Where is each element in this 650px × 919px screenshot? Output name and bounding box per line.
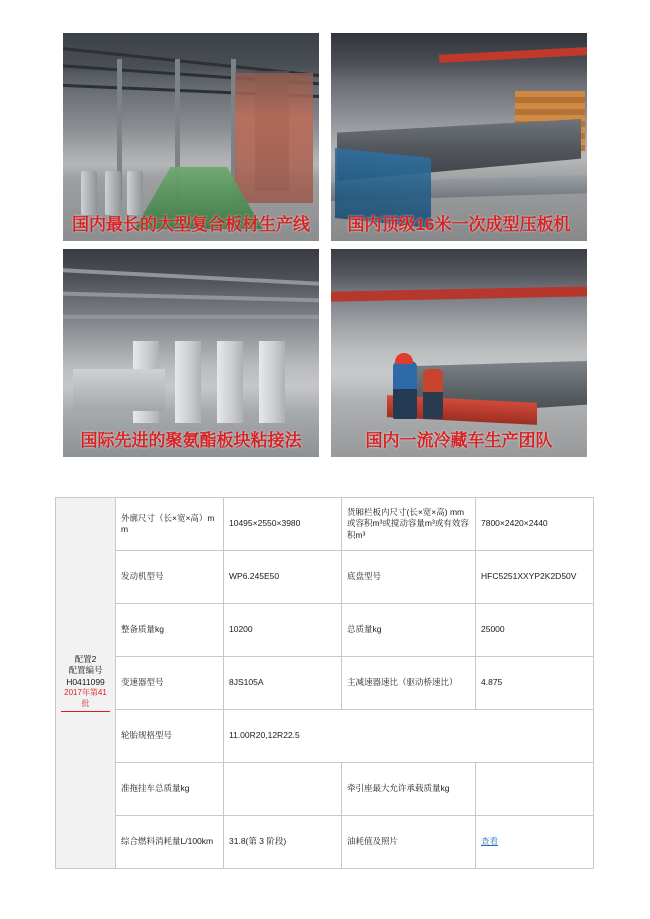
table-row	[56, 763, 594, 816]
spec-key: 发动机型号	[116, 551, 224, 604]
photo-press-machine	[331, 33, 587, 241]
photo-caption: 国内顶级16米一次成型压板机	[347, 215, 571, 235]
table-row	[56, 604, 594, 657]
photo-pu-bonding	[63, 249, 319, 457]
spec-value: HFC5251XXYP2K2D50V	[476, 551, 594, 604]
spec-key: 准拖挂车总质量kg	[116, 763, 224, 816]
ceiling-tube	[63, 268, 319, 286]
photo-caption: 国际先进的聚氨酯板块粘接法	[80, 431, 302, 451]
spec-key: 底盘型号	[342, 551, 476, 604]
safety-helmet	[395, 353, 413, 364]
material-roll	[81, 171, 97, 215]
spec-value: 7800×2420×2440	[476, 498, 594, 551]
config-code-value: H0411099	[66, 676, 105, 687]
vehicle-spec-table	[55, 497, 594, 869]
equipment-rack	[235, 73, 313, 203]
white-panel	[259, 341, 285, 423]
spec-key: 外廓尺寸（长×宽×高）mm	[116, 498, 224, 551]
photo-caption: 国内一流冷藏车生产团队	[365, 431, 553, 451]
white-panel	[175, 341, 201, 423]
material-roll	[105, 171, 121, 215]
spec-key: 牵引座最大允许承载质量kg	[342, 763, 476, 816]
config-header-cell	[56, 498, 116, 869]
table-row	[56, 498, 594, 551]
fuel-photo-link-cell[interactable]	[476, 816, 594, 869]
spec-key: 整备质量kg	[116, 604, 224, 657]
table-row	[56, 657, 594, 710]
spec-value: WP6.245E50	[224, 551, 342, 604]
ceiling-tube	[63, 315, 319, 319]
spec-value: 10200	[224, 604, 342, 657]
config-batch-note: 2017年第41批	[61, 688, 110, 712]
spec-key: 总质量kg	[342, 604, 476, 657]
spec-value: 11.00R20,12R22.5	[224, 710, 594, 763]
config-label: 配置2	[74, 654, 97, 664]
spec-value: 4.875	[476, 657, 594, 710]
table-row	[56, 816, 594, 869]
red-crane-beam	[438, 47, 587, 63]
spec-key: 油耗值及照片	[342, 816, 476, 869]
spec-value: 31.8(第 3 阶段)	[224, 816, 342, 869]
spec-key: 变速器型号	[116, 657, 224, 710]
table-row	[56, 710, 594, 763]
spec-value: 8JS105A	[224, 657, 342, 710]
worker-figure	[393, 361, 417, 419]
table-row	[56, 551, 594, 604]
spec-key: 主减速器速比（驱动桥速比）	[342, 657, 476, 710]
red-crane-beam	[331, 286, 587, 301]
config-code-label: 配置编号	[68, 665, 103, 676]
photo-gallery	[63, 33, 587, 457]
photo-caption: 国内最长的大型复合板材生产线	[72, 215, 310, 235]
spec-key: 综合燃料消耗量L/100km	[116, 816, 224, 869]
spec-key: 轮胎规格型号	[116, 710, 224, 763]
white-panel	[217, 341, 243, 423]
spec-value: 25000	[476, 604, 594, 657]
photo-production-line	[63, 33, 319, 241]
photo-production-team	[331, 249, 587, 457]
worker-figure	[423, 369, 443, 419]
spec-key: 货厢栏板内尺寸(长×宽×高) mm或容积m³或搅动容量m³或有效容积m³	[342, 498, 476, 551]
spec-value	[476, 763, 594, 816]
stored-goods	[73, 369, 165, 411]
ceiling-tube	[63, 291, 319, 302]
material-roll	[127, 171, 143, 215]
view-link[interactable]: 查看	[481, 836, 499, 847]
spec-value	[224, 763, 342, 816]
spec-value: 10495×2550×3980	[224, 498, 342, 551]
